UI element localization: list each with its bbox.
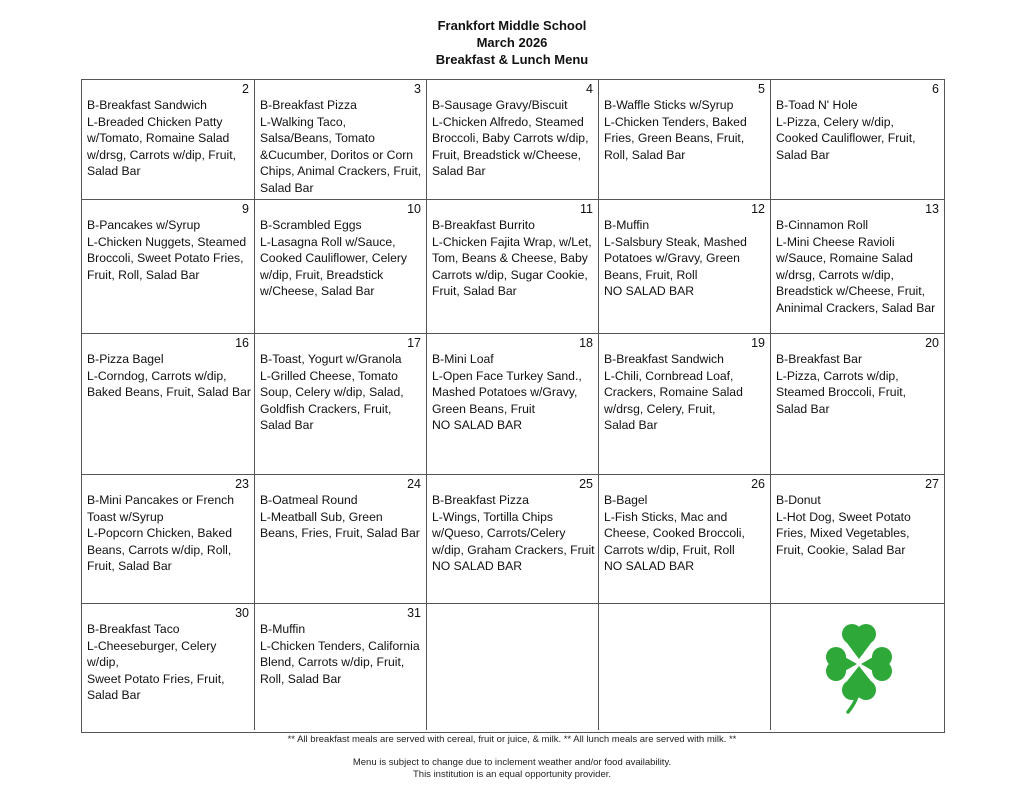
menu-title: Breakfast & Lunch Menu bbox=[435, 52, 589, 67]
day-menu: B-Scrambled Eggs L-Lasagna Roll w/Sauce, Cooked Cauliflower, Celery w/dip, Fruit, Breadstick w/Cheese, Salad Bar bbox=[260, 218, 407, 299]
day-number: 23 bbox=[235, 477, 249, 491]
day-number: 12 bbox=[751, 202, 765, 216]
day-menu: B-Donut L-Hot Dog, Sweet Potato Fries, Mixed Vegetables, Fruit, Cookie, Salad Bar bbox=[776, 493, 911, 557]
day-cell bbox=[771, 200, 944, 334]
day-menu: B-Mini Pancakes or French Toast w/Syrup L-Popcorn Chicken, Baked Beans, Carrots w/dip, Roll, Fruit, Salad Bar bbox=[87, 493, 234, 574]
day-menu: B-Breakfast Pizza L-Walking Taco, Salsa/Beans, Tomato &Cucumber, Doritos or Corn Chips, Animal Crackers, Fruit, Salad Bar bbox=[260, 98, 422, 195]
meals-note: ** All breakfast meals are served with cereal, fruit or juice, & milk. ** All lunch meals are served with milk. ** bbox=[287, 734, 737, 745]
day-cell bbox=[427, 475, 599, 604]
day-cell bbox=[82, 334, 255, 475]
day-number: 31 bbox=[407, 606, 421, 620]
day-number: 3 bbox=[414, 82, 421, 96]
school-name: Frankfort Middle School bbox=[437, 18, 587, 33]
empty-cell bbox=[599, 604, 771, 730]
day-number: 25 bbox=[579, 477, 593, 491]
day-menu: B-Breakfast Bar L-Pizza, Carrots w/dip, Steamed Broccoli, Fruit, Salad Bar bbox=[776, 352, 907, 416]
day-cell bbox=[82, 80, 255, 200]
day-cell bbox=[771, 475, 944, 604]
day-menu: B-Breakfast Sandwich L-Breaded Chicken Patty w/Tomato, Romaine Salad w/drsg, Carrots w/dip, Fruit, Salad Bar bbox=[87, 98, 236, 179]
day-cell bbox=[255, 604, 427, 730]
shamrock-icon bbox=[821, 619, 897, 722]
day-number: 9 bbox=[242, 202, 249, 216]
day-menu: B-Toast, Yogurt w/Granola L-Grilled Cheese, Tomato Soup, Celery w/dip, Salad, Goldfish Crackers, Fruit, Salad Bar bbox=[260, 352, 404, 433]
day-cell bbox=[599, 334, 771, 475]
day-cell bbox=[599, 80, 771, 200]
day-cell bbox=[427, 334, 599, 475]
day-cell bbox=[599, 475, 771, 604]
day-number: 19 bbox=[751, 336, 765, 350]
day-menu: B-Breakfast Sandwich L-Chili, Cornbread Loaf, Crackers, Romaine Salad w/drsg, Celery, Fruit, Salad Bar bbox=[604, 352, 743, 433]
day-number: 5 bbox=[758, 82, 765, 96]
day-number: 18 bbox=[579, 336, 593, 350]
day-menu: B-Breakfast Pizza L-Wings, Tortilla Chips w/Queso, Carrots/Celery w/dip, Graham Crackers, Fruit NO SALAD BAR bbox=[432, 493, 595, 574]
day-menu: B-Mini Loaf L-Open Face Turkey Sand., Mashed Potatoes w/Gravy, Green Beans, Fruit NO SALAD BAR bbox=[432, 352, 582, 433]
day-number: 13 bbox=[925, 202, 939, 216]
day-menu: B-Toad N' Hole L-Pizza, Celery w/dip, Cooked Cauliflower, Fruit, Salad Bar bbox=[776, 98, 916, 162]
day-menu: B-Muffin L-Salsbury Steak, Mashed Potatoes w/Gravy, Green Beans, Fruit, Roll NO SALAD BAR bbox=[604, 218, 747, 299]
day-menu: B-Breakfast Burrito L-Chicken Fajita Wrap, w/Let, Tom, Beans & Cheese, Baby Carrots w/dip, Sugar Cookie, Fruit, Salad Bar bbox=[432, 218, 592, 299]
day-cell bbox=[82, 475, 255, 604]
equal-opportunity-note: This institution is an equal opportunity provider. bbox=[412, 769, 612, 780]
day-cell bbox=[255, 334, 427, 475]
day-menu: B-Oatmeal Round L-Meatball Sub, Green Beans, Fries, Fruit, Salad Bar bbox=[260, 493, 420, 541]
day-cell bbox=[82, 200, 255, 334]
change-note: Menu is subject to change due to inclement weather and/or food availability. bbox=[352, 757, 672, 768]
day-menu: B-Bagel L-Fish Sticks, Mac and Cheese, Cooked Broccoli, Carrots w/dip, Fruit, Roll NO SALAD BAR bbox=[604, 493, 745, 574]
day-number: 26 bbox=[751, 477, 765, 491]
day-cell bbox=[255, 80, 427, 200]
day-number: 4 bbox=[586, 82, 593, 96]
day-cell bbox=[599, 200, 771, 334]
day-number: 30 bbox=[235, 606, 249, 620]
empty-cell bbox=[427, 604, 599, 730]
day-number: 11 bbox=[580, 202, 593, 216]
day-menu: B-Pancakes w/Syrup L-Chicken Nuggets, Steamed Broccoli, Sweet Potato Fries, Fruit, Roll, Salad Bar bbox=[87, 218, 247, 282]
menu-calendar bbox=[81, 79, 945, 733]
day-cell bbox=[82, 604, 255, 730]
day-menu: B-Breakfast Taco L-Cheeseburger, Celery w/dip, Sweet Potato Fries, Fruit, Salad Bar bbox=[87, 622, 225, 703]
day-menu: B-Pizza Bagel L-Corndog, Carrots w/dip, Baked Beans, Fruit, Salad Bar bbox=[87, 352, 251, 400]
menu-month: March 2026 bbox=[476, 35, 548, 50]
day-cell bbox=[427, 80, 599, 200]
day-number: 6 bbox=[932, 82, 939, 96]
day-cell bbox=[771, 334, 944, 475]
day-menu: B-Muffin L-Chicken Tenders, California Blend, Carrots w/dip, Fruit, Roll, Salad Bar bbox=[260, 622, 420, 686]
day-number: 24 bbox=[407, 477, 421, 491]
day-menu: B-Waffle Sticks w/Syrup L-Chicken Tenders, Baked Fries, Green Beans, Fruit, Roll, Salad Bar bbox=[604, 98, 747, 162]
day-number: 16 bbox=[235, 336, 249, 350]
day-cell bbox=[771, 80, 944, 200]
day-number: 10 bbox=[407, 202, 421, 216]
day-cell bbox=[255, 475, 427, 604]
day-number: 27 bbox=[925, 477, 939, 491]
day-menu: B-Sausage Gravy/Biscuit L-Chicken Alfredo, Steamed Broccoli, Baby Carrots w/dip, Fruit, Breadstick w/Cheese, Salad Bar bbox=[432, 98, 589, 179]
day-menu: B-Cinnamon Roll L-Mini Cheese Ravioli w/Sauce, Romaine Salad w/drsg, Carrots w/dip, Breadstick w/Cheese, Fruit, Aninimal Crackers, Salad Bar bbox=[776, 218, 936, 315]
day-cell bbox=[255, 200, 427, 334]
day-cell bbox=[427, 200, 599, 334]
day-number: 2 bbox=[242, 82, 249, 96]
day-number: 17 bbox=[407, 336, 421, 350]
decoration-cell bbox=[771, 604, 944, 730]
day-number: 20 bbox=[925, 336, 939, 350]
